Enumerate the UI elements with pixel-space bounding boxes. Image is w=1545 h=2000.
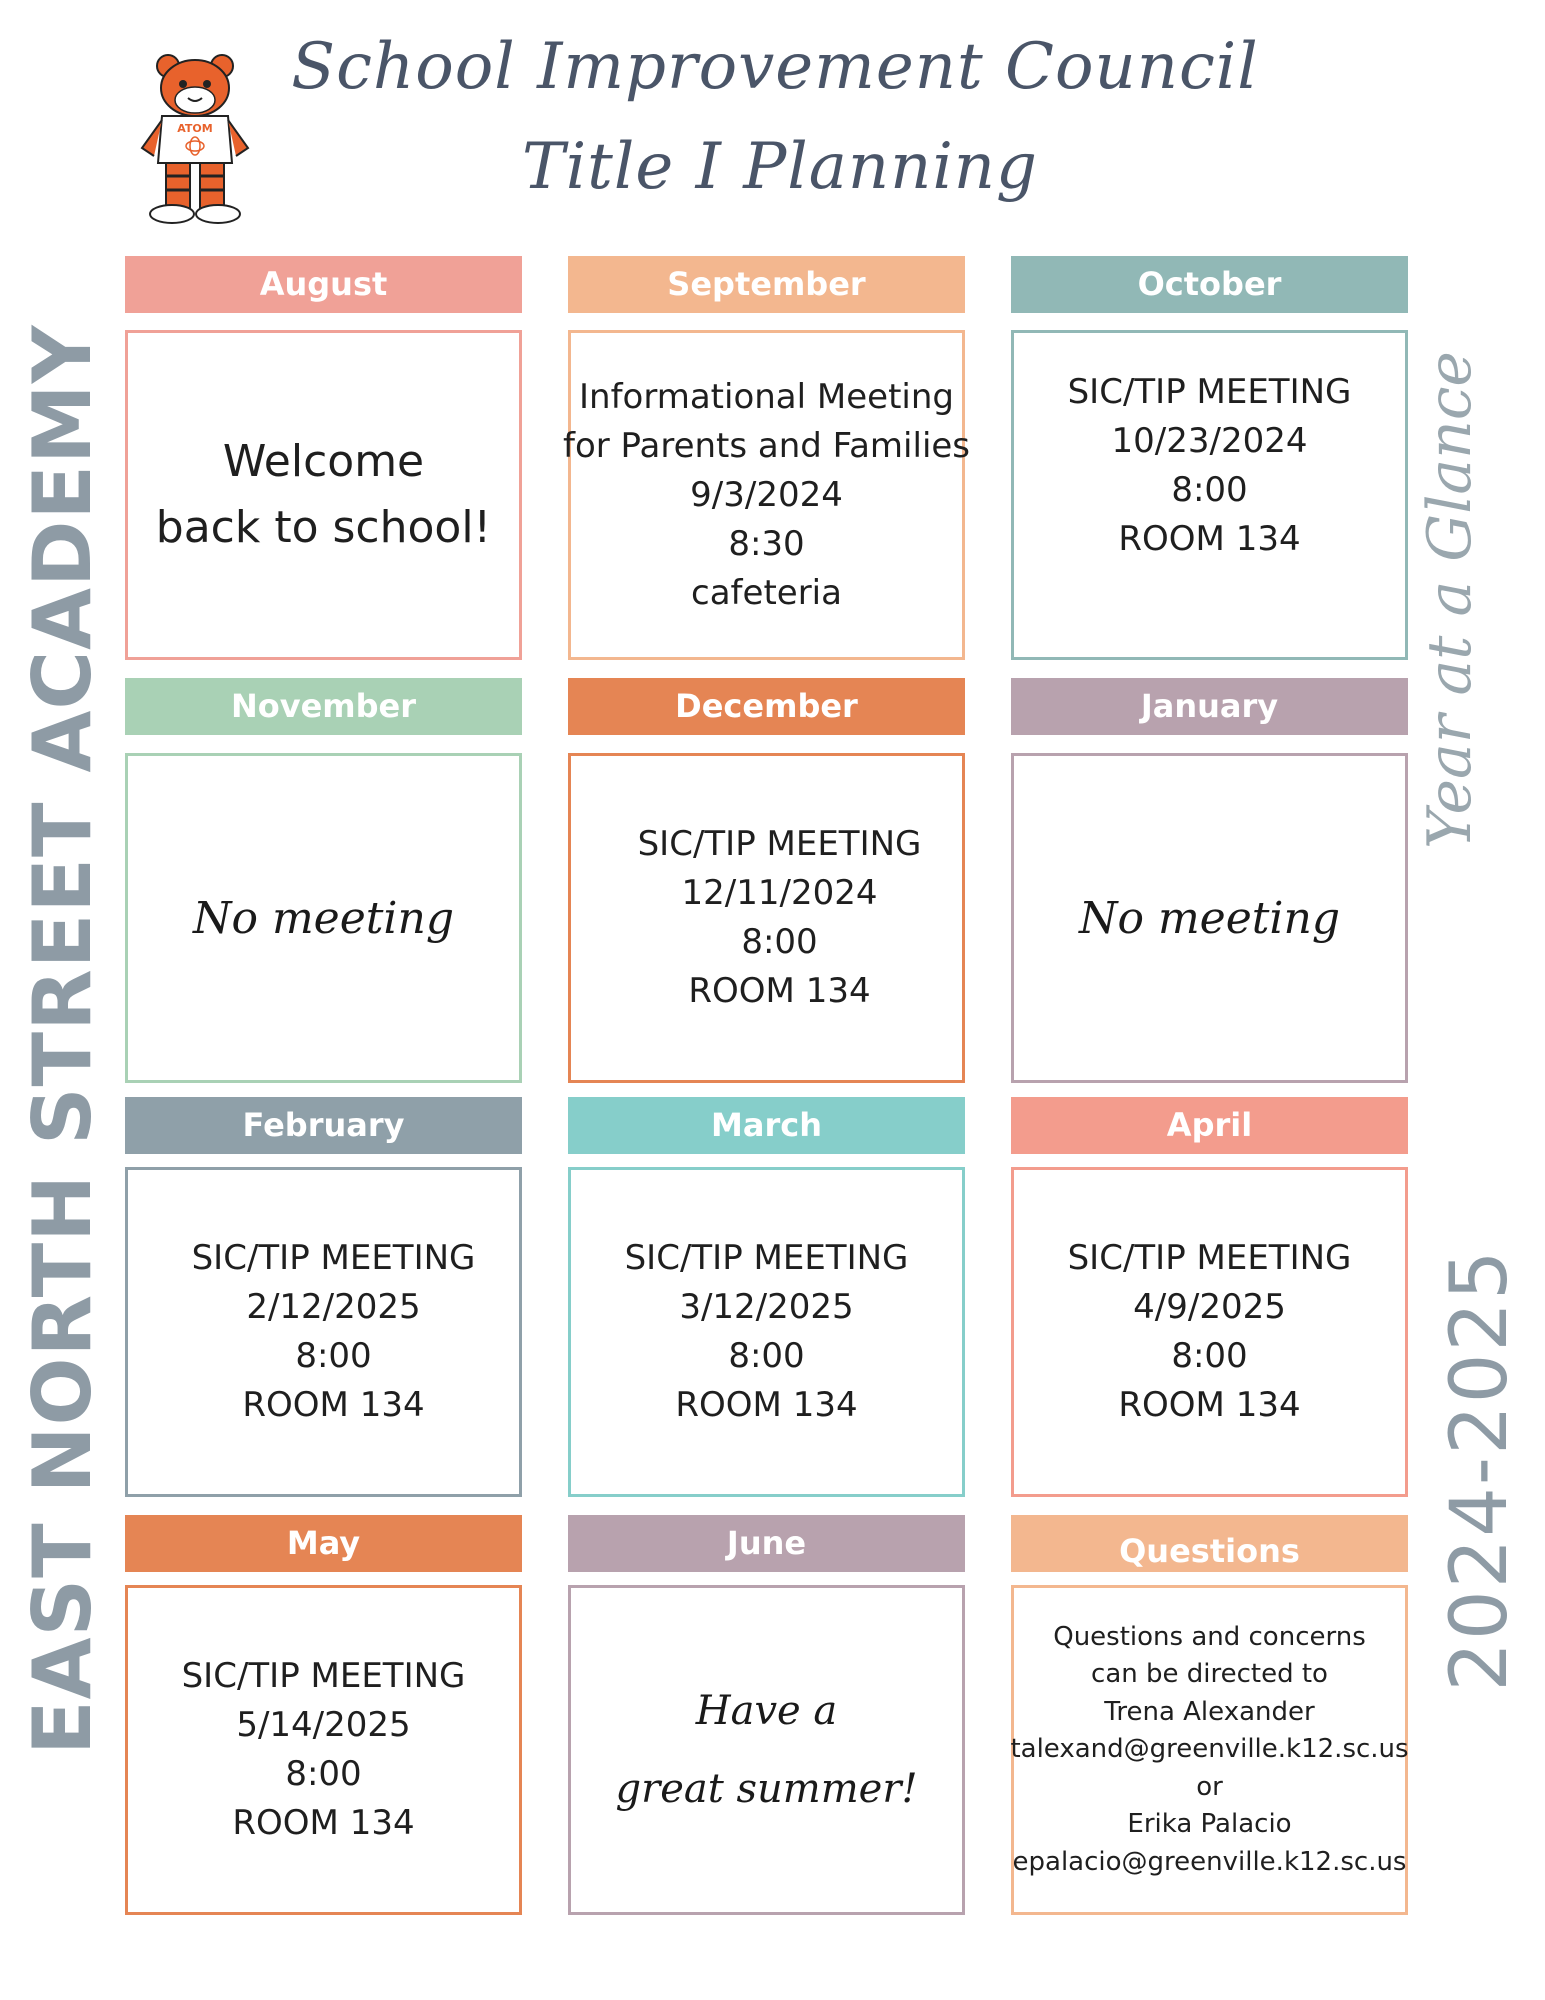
contact-name: Erika Palacio bbox=[1127, 1809, 1292, 1840]
month-card-august bbox=[125, 330, 522, 660]
school-year-label: 2024-2025 bbox=[1435, 1248, 1525, 1692]
card-line: SIC/TIP MEETING bbox=[1067, 372, 1352, 412]
card-line: 8:00 bbox=[728, 1336, 805, 1376]
card-line: 12/11/2024 bbox=[681, 873, 878, 913]
mascot-shirt-text: ATOM bbox=[177, 122, 213, 135]
month-header-june: June bbox=[568, 1515, 965, 1572]
month-card-february bbox=[125, 1167, 522, 1497]
month-card-march bbox=[568, 1167, 965, 1497]
card-line: for Parents and Families bbox=[562, 425, 971, 466]
card-line: SIC/TIP MEETING bbox=[191, 1238, 476, 1278]
month-card-january bbox=[1011, 753, 1408, 1083]
card-line: ROOM 134 bbox=[232, 1803, 415, 1843]
card-line: ROOM 134 bbox=[1118, 1385, 1301, 1425]
month-header-october: October bbox=[1011, 256, 1408, 313]
card-line: Questions and concerns bbox=[1053, 1621, 1366, 1652]
card-line: ROOM 134 bbox=[675, 1385, 858, 1425]
page-title-line1: School Improvement Council bbox=[291, 30, 1259, 104]
card-line: 8:00 bbox=[285, 1754, 362, 1794]
card-line: Have a bbox=[695, 1688, 838, 1734]
card-line: 8:00 bbox=[1171, 1336, 1248, 1376]
card-line: No meeting bbox=[192, 892, 455, 944]
year-at-a-glance-label: Year at a Glance bbox=[1415, 351, 1485, 849]
card-line: great summer! bbox=[615, 1766, 918, 1812]
questions-card bbox=[1011, 1585, 1408, 1915]
contact-email[interactable]: talexand@greenville.k12.sc.us bbox=[1010, 1734, 1409, 1765]
card-line: 3/12/2025 bbox=[679, 1287, 854, 1327]
card-line: or bbox=[1196, 1771, 1223, 1802]
card-line: 8:00 bbox=[1171, 470, 1248, 510]
card-line: Welcome bbox=[222, 436, 425, 487]
card-line: SIC/TIP MEETING bbox=[1067, 1238, 1352, 1278]
month-header-march: March bbox=[568, 1097, 965, 1154]
month-card-october bbox=[1011, 330, 1408, 660]
card-line: 4/9/2025 bbox=[1133, 1287, 1286, 1327]
card-line: SIC/TIP MEETING bbox=[624, 1238, 909, 1278]
contact-email[interactable]: epalacio@greenville.k12.sc.us bbox=[1012, 1846, 1407, 1877]
month-header-may: May bbox=[125, 1515, 522, 1572]
card-line: 8:00 bbox=[741, 922, 818, 962]
card-line: 8:00 bbox=[295, 1336, 372, 1376]
tiger-mascot-icon bbox=[120, 48, 270, 228]
card-line: ROOM 134 bbox=[242, 1385, 425, 1425]
month-header-december: December bbox=[568, 678, 965, 735]
questions-header: Questions bbox=[1011, 1515, 1408, 1572]
card-line: 9/3/2024 bbox=[690, 474, 843, 515]
month-card-may bbox=[125, 1585, 522, 1915]
card-line: No meeting bbox=[1078, 892, 1341, 944]
card-line: 5/14/2025 bbox=[236, 1705, 411, 1745]
month-header-january: January bbox=[1011, 678, 1408, 735]
school-name: EAST NORTH STREET ACADEMY bbox=[16, 324, 109, 1755]
month-header-february: February bbox=[125, 1097, 522, 1154]
card-line: 8:30 bbox=[728, 523, 805, 564]
card-line: back to school! bbox=[155, 502, 492, 553]
month-header-april: April bbox=[1011, 1097, 1408, 1154]
month-card-september bbox=[562, 330, 971, 660]
month-header-september: September bbox=[568, 256, 965, 313]
card-line: ROOM 134 bbox=[688, 971, 871, 1011]
month-card-december bbox=[568, 753, 965, 1083]
month-card-april bbox=[1011, 1167, 1408, 1497]
contact-name: Trena Alexander bbox=[1104, 1696, 1315, 1727]
card-line: cafeteria bbox=[691, 572, 842, 613]
card-line: 2/12/2025 bbox=[246, 1287, 421, 1327]
month-card-november bbox=[125, 753, 522, 1083]
card-line: SIC/TIP MEETING bbox=[637, 824, 922, 864]
month-header-november: November bbox=[125, 678, 522, 735]
page-title-line2: Title I Planning bbox=[522, 130, 1038, 204]
month-card-june bbox=[568, 1585, 965, 1915]
month-header-august: August bbox=[125, 256, 522, 313]
card-line: 10/23/2024 bbox=[1111, 421, 1308, 461]
card-line: Informational Meeting bbox=[579, 376, 954, 417]
card-line: SIC/TIP MEETING bbox=[181, 1656, 466, 1696]
card-line: ROOM 134 bbox=[1118, 519, 1301, 559]
card-line: can be directed to bbox=[1091, 1659, 1328, 1690]
